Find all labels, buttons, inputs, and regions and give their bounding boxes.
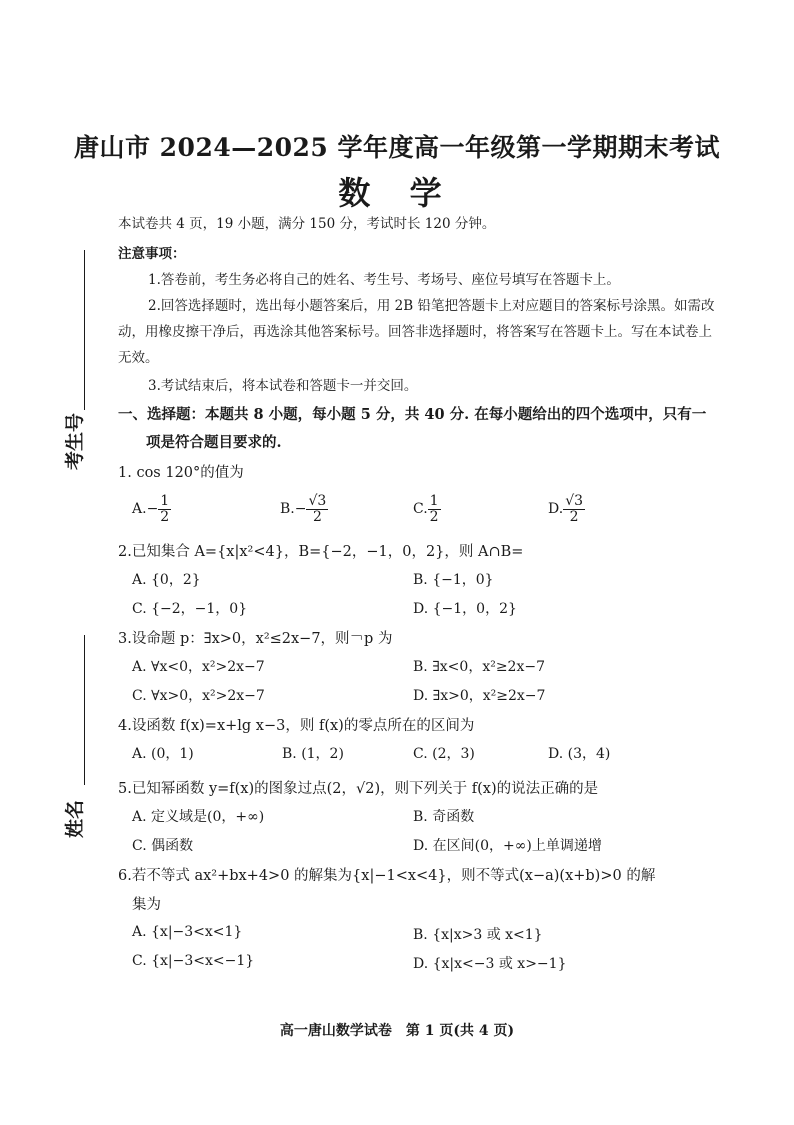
notice-3: 3.考试结束后，将本试卷和答题卡一并交回。 xyxy=(148,378,418,394)
q3-option-b: B. ∃x<0，x²≥2x−7 xyxy=(413,659,545,675)
q3-stem: 3.设命题 p：∃x>0，x²≤2x−7，则￢p 为 xyxy=(118,631,393,647)
section1-header-cont: 项是符合题目要求的. xyxy=(146,434,282,451)
q1-option-b: B.− $\frac{√3}{2}$ xyxy=(280,493,327,525)
q3-option-d: D. ∃x>0，x²≥2x−7 xyxy=(413,688,546,704)
q1-option-d: D. $\frac{√3}{2}$ xyxy=(548,493,584,525)
q6-option-b: B. {x|x>3 或 x<1} xyxy=(413,927,543,943)
q2-option-d: D. {−1，0，2} xyxy=(413,601,517,617)
q2-option-b: B. {−1，0} xyxy=(413,572,494,588)
notice-1: 1.答卷前，考生务必将自己的姓名、考生号、考场号、座位号填写在答题卡上。 xyxy=(148,272,620,288)
q6-option-c: C. {x|−3<x<−1} xyxy=(132,953,255,969)
notice-2-end: 无效。 xyxy=(118,350,159,366)
q2-stem: 2.已知集合 A={x|x²<4}，B={−2，−1，0，2}，则 A∩B= xyxy=(118,544,524,560)
q4-option-d: D. (3，4) xyxy=(548,746,611,762)
page-footer: 高一唐山数学试卷 第 1 页(共 4 页) xyxy=(279,1023,515,1039)
subject-title: 数 学 xyxy=(338,174,456,212)
q4-stem: 4.设函数 f(x)=x+lg x−3，则 f(x)的零点所在的区间为 xyxy=(118,718,475,734)
exam-no-label: 考生号 xyxy=(64,412,86,470)
notice-2: 2.回答选择题时，选出每小题答案后，用 2B 铅笔把答题卡上对应题目的答案标号涂黑。如需改 xyxy=(148,298,715,314)
exam-no-line xyxy=(84,250,85,410)
q1-option-c: C. $\frac{1}{2}$ xyxy=(413,493,439,525)
notice-2-cont: 动，用橡皮擦干净后，再选涂其他答案标号。回答非选择题时，将答案写在答题卡上。写在本试卷上 xyxy=(118,324,712,340)
name-line xyxy=(84,635,85,785)
q5-stem: 5.已知幂函数 y=f(x)的图象过点(2，√2)，则下列关于 f(x)的说法正确的是 xyxy=(118,781,599,797)
q4-option-b: B. (1，2) xyxy=(282,746,344,762)
q6-stem-cont: 集为 xyxy=(132,897,161,913)
q1-stem: 1. cos 120°的值为 xyxy=(118,465,244,481)
q6-stem: 6.若不等式 ax²+bx+4>0 的解集为{x|−1<x<4}，则不等式(x−a)(x+b)>0 的解 xyxy=(118,868,656,884)
q6-option-d: D. {x|x<−3 或 x>−1} xyxy=(413,956,567,972)
q6-option-a: A. {x|−3<x<1} xyxy=(132,924,243,940)
q4-option-a: A. (0，1) xyxy=(132,746,194,762)
q2-option-c: C. {−2，−1，0} xyxy=(132,601,248,617)
intro-text: 本试卷共 4 页，19 小题，满分 150 分，考试时长 120 分钟。 xyxy=(118,216,496,232)
section1-header: 一、选择题：本题共 8 小题，每小题 5 分，共 40 分. 在每小题给出的四个选项中，只有一 xyxy=(118,406,707,423)
name-label: 姓名 xyxy=(64,799,86,838)
q5-option-a: A. 定义域是(0，+∞) xyxy=(132,809,265,825)
exam-title: 唐山市 2024—2025 学年度高一年级第一学期期末考试 xyxy=(73,133,721,162)
q5-option-c: C. 偶函数 xyxy=(132,838,194,854)
q1-option-a: A.− $\frac{1}{2}$ xyxy=(132,493,170,525)
q3-option-c: C. ∀x>0，x²>2x−7 xyxy=(132,688,265,704)
q5-option-b: B. 奇函数 xyxy=(413,809,475,825)
q2-option-a: A. {0，2} xyxy=(132,572,201,588)
q5-option-d: D. 在区间(0，+∞)上单调递增 xyxy=(413,838,602,854)
notice-title: 注意事项： xyxy=(118,246,186,262)
q4-option-c: C. (2，3) xyxy=(413,746,475,762)
q3-option-a: A. ∀x<0，x²>2x−7 xyxy=(132,659,265,675)
